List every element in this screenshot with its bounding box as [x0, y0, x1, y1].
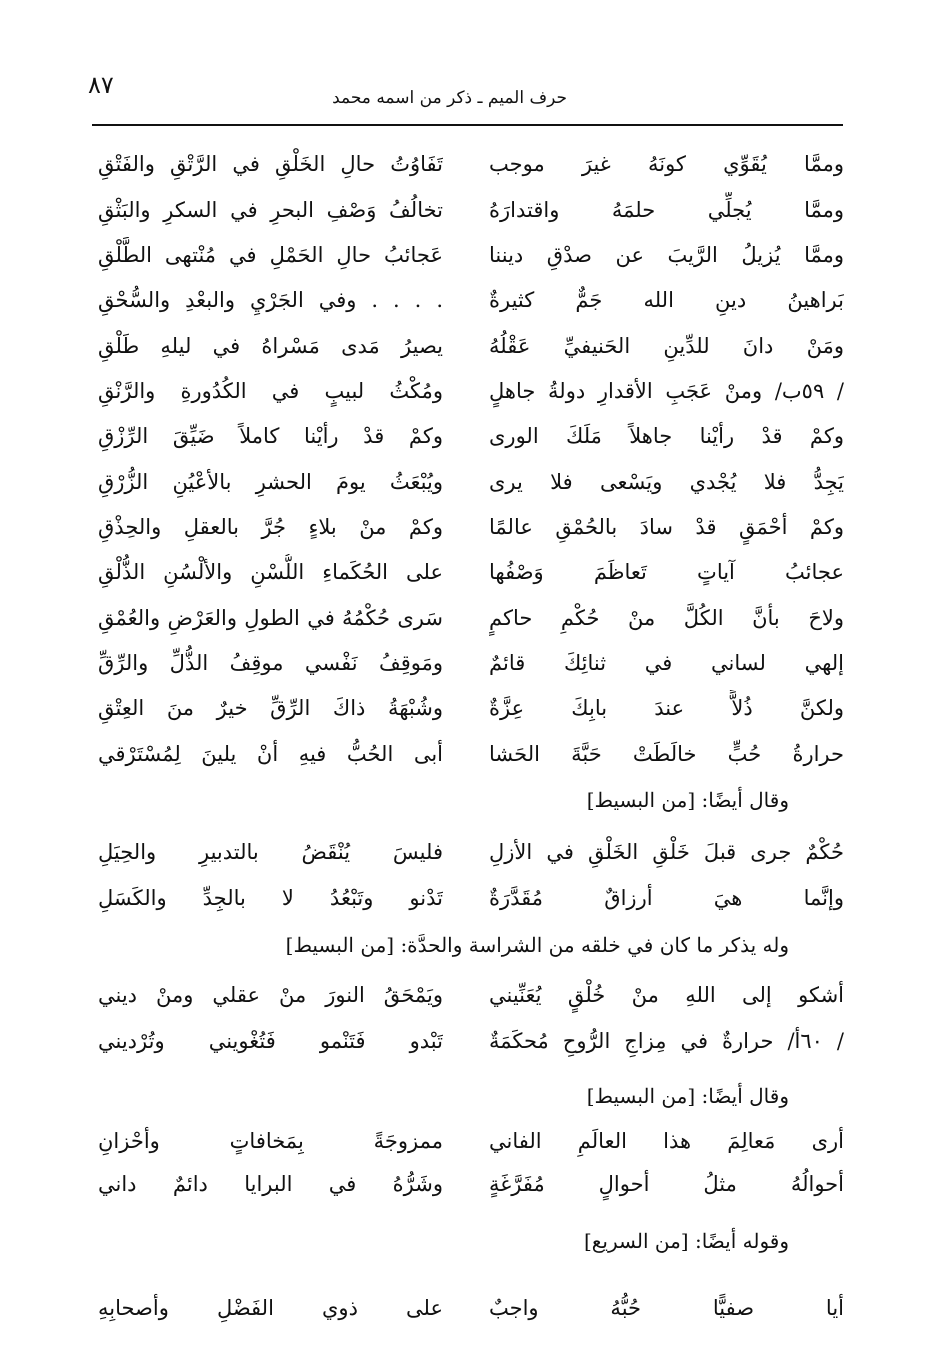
verse-hemistich-left: أبى الحُبُّ فيهِ أنْ يلينَ لِمُسْتَرْقي [98, 742, 443, 766]
verse-hemistich-left: تَدْنو وتَبْعُدُ لا بالجِدِّ والكَسَلِ [98, 886, 443, 910]
verse-hemistich-left: . . . . وفي الجَرْيِ والبعْدِ والسُّحْقِ [98, 288, 443, 312]
verse-hemistich-right: يَجِدُّ فلا يُجْدي ويَسْعى فلا يرى [489, 470, 844, 494]
verse-hemistich-right: ولاحَ بأنَّ الكُلَّ منْ حُكْمِ حاكمٍ [489, 606, 844, 630]
verse-hemistich-right: ولكنَّ ذُلاًّ عندَ بابِكَ عِزَّةٌ [489, 696, 844, 720]
verse-hemistich-right: وممَّا يُزيلُ الرَّيبَ عن صدْقِ ديننا [489, 243, 844, 267]
verse-hemistich-left: على الحُكَماءِ اللُّسْنِ والألْسُنِ الذُّلْقِ [98, 560, 443, 584]
verse-hemistich-right: وكمْ قدْ رأيْنا جاهلاً مَلَكَ الورى [489, 424, 844, 448]
verse-hemistich-left: سَرى حُكْمُهُ في الطولِ والعَرْضِ والعُمْقِ [98, 606, 443, 630]
verse-hemistich-left: تخالُفُ وَصْفِ البحرِ في السكرِ والبَثْقِ [98, 198, 443, 222]
verse-hemistich-right: حُكْمٌ جرى قبلَ خَلْقِ الخَلْقِ في الأزلِ [489, 840, 844, 864]
verse-hemistich-left: وشَرُّهُ في البرايا دائمٌ داني [98, 1172, 443, 1196]
verse-hemistich-left: يصيرُ مَدى مَسْراهُ في ليلهِ طَلْقِ [98, 334, 443, 358]
poem-intro: وقال أيضًا: [من البسيط] [586, 1084, 789, 1108]
verse-hemistich-right: ومَنْ دانَ للدِّينِ الحَنيفيِّ عَقْلُهُ [489, 334, 844, 358]
poem-intro: وقوله أيضًا: [من السريع] [583, 1229, 789, 1253]
page-number: ٨٧ [88, 71, 114, 99]
verse-hemistich-left: ومَوقِفُ نَفْسي موقِفُ الذُّلِّ والرِّقِّ [98, 651, 443, 675]
running-head: حرف الميم ـ ذكر من اسمه محمد [332, 88, 567, 108]
verse-hemistich-right: وممَّا يُقَوِّي كونَهُ غيرَ موجب [489, 152, 844, 176]
verse-hemistich-left: عَجائبُ حالِ الحَمْلِ في مُنْتهى الطَّلْقِ [98, 243, 443, 267]
verse-hemistich-right: أحوالُهُ مثلُ أحوالٍ مُفَرَّغَةٍ [489, 1172, 844, 1196]
verse-hemistich-left: ومُكْثُ لبيبٍ في الكُدُورةِ والرَّنْقِ [98, 379, 443, 403]
verse-hemistich-right: وممَّا يُجلِّي حلمَهُ واقتدارَهُ [489, 198, 844, 222]
verse-hemistich-right: بَراهينُ دينِ الله جَمٌّ كثيرةٌ [489, 288, 844, 312]
verse-hemistich-right: أرى مَعالِمَ هذا العالَمِ الفاني [489, 1129, 844, 1153]
verse-hemistich-right: حرارةُ حُبٍّ خالَطَتْ حَبَّةَ الحَشا [489, 742, 844, 766]
poem-intro: وقال أيضًا: [من البسيط] [586, 788, 789, 812]
verse-hemistich-left: ممزوجَةً بِمَخافاتٍ وأحْزانِ [98, 1129, 443, 1153]
verse-hemistich-right: وكمْ أحْمَقٍ قدْ سادَ بالحُمْقِ عالمًا [489, 515, 844, 539]
verse-hemistich-left: تَفَاوُتُ حالِ الخَلْقِ في الرَّتْقِ والفَتْقِ [98, 152, 443, 176]
verse-hemistich-right: عجائبُ آياتٍ تَعاظَمَ وَصْفُها [489, 560, 844, 584]
verse-hemistich-right: / ٥٩ب/ ومنْ عَجَبِ الأقدارِ دولةُ جاهلٍ [489, 379, 844, 403]
verse-hemistich-left: تَبْدو فَتَنْمو فَتُغْويني وتُرْديني [98, 1029, 443, 1053]
verse-hemistich-left: وكمْ قدْ رأيْنا كاملاً ضَيِّقَ الرِّزْقِ [98, 424, 443, 448]
verse-hemistich-right: / ٦٠أ/ حرارةٌ في مِزاجِ الرُّوحِ مُحكَمَةٌ [489, 1029, 844, 1053]
poem-intro: وله يذكر ما كان في خلقه من الشراسة والحدَّة: [من البسيط] [285, 933, 789, 957]
verse-hemistich-right: أشكو إلى اللهِ منْ خُلْقٍ يُعَنِّيني [489, 983, 844, 1007]
verse-hemistich-right: وإنَّما هيَ أرزاقٌ مُقَدَّرَةٌ [489, 886, 844, 910]
verse-hemistich-right: إلهي لساني في ثنائِكَ قائمٌ [489, 651, 844, 675]
verse-hemistich-right: أيا صفيًّا حُبُّهُ واجبٌ [489, 1296, 844, 1320]
verse-hemistich-left: وكمْ منْ بلاءٍ جُرَّ بالعقلِ والحِذْقِ [98, 515, 443, 539]
verse-hemistich-left: ويَمْحَقُ النورَ منْ عقلي ومنْ ديني [98, 983, 443, 1007]
verse-hemistich-left: على ذوي الفَضْلِ وأصحابِهِ [98, 1296, 443, 1320]
header-rule [92, 124, 843, 126]
verse-hemistich-left: فليسَ يُنْقَضُ بالتدبيرِ والحِيَلِ [98, 840, 443, 864]
verse-hemistich-left: ويُبْعَثُ يومَ الحشرِ بالأعْيُنِ الزُّرْقِ [98, 470, 443, 494]
verse-hemistich-left: وشُبْهَةُ ذاكَ الرِّقِّ خيرٌ منَ العِتْقِ [98, 696, 443, 720]
